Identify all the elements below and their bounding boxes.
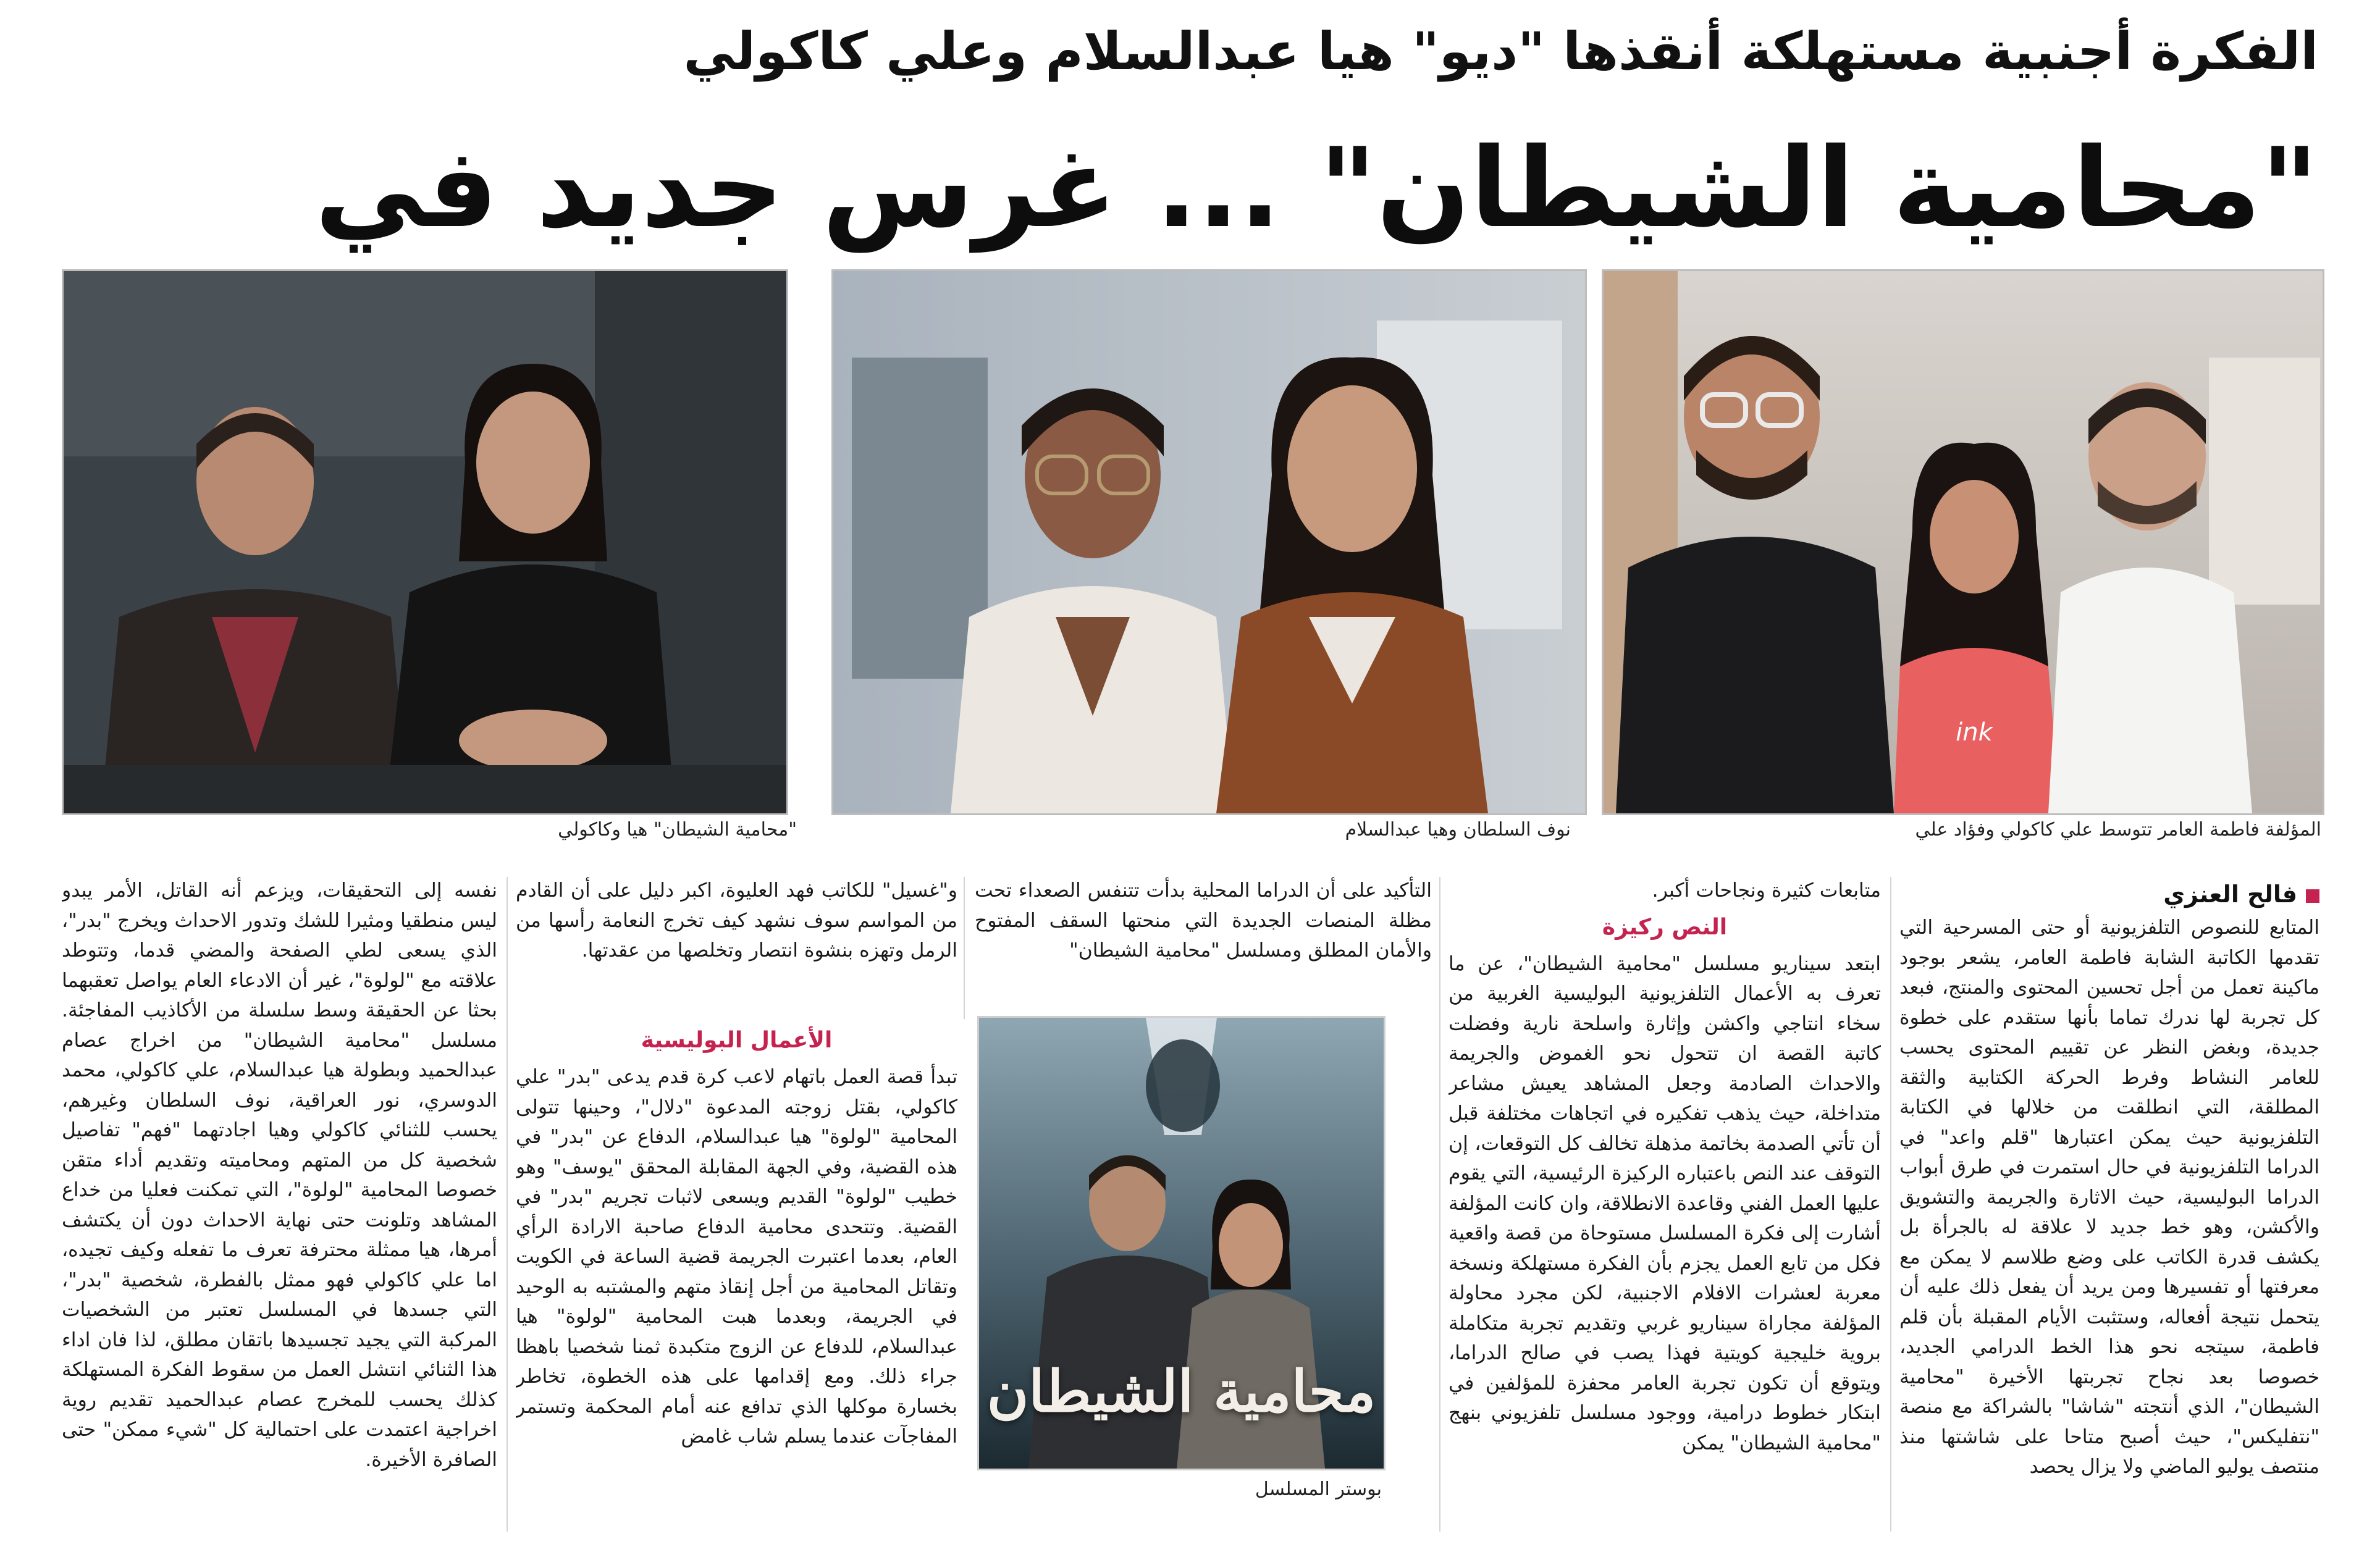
section-title-text-core: النص ركيزة <box>1602 914 1728 940</box>
photo-caption-actresses: نوف السلطان وهيا عبدالسلام <box>1345 819 1571 841</box>
section-title-police-works: الأعمال البوليسية <box>641 1028 833 1053</box>
column-1-text: المتابع للنصوص التلفزيونية أو حتى المسرحية التي تقدمها الكاتبة الشابة فاطمة العامر، يشعر بوجود ماكينة تعمل من أجل تحسين المحتوى والمنتج، فبعد كل تجربة لها ندرك تماما بأنها ستقدم على خطوة جديدة، وبغض النظر عن تقييم المحتوى يحسب للعامر النشاط وفرط الحركة الكتابية والثقة المطلقة، التي انطلقت من خلالها في الكتابة التلفزيونية حيث يمكن اعتبارها "قلم واعد" في الدراما التلفزيونية في حال استمرت في طرق أبواب الدراما البوليسية، حيث الاثارة والجريمة والتشويق والأكشن، وهو خط جديد لا علاقة له بالجرأة بل يكشف قدرة الكاتب على وضع طلاسم لا يمكن مع معرفتها أو تفسيرها ومن يريد أن يفعل ذلك عليه أن يتحمل نتيجة أفعاله، وستثبت الأيام المقبلة بأن قلم فاطمة، سيتجه نحو هذا الخط الدرامي الجديد، خصوصا بعد نجاح تجربتها الأخيرة "محامية الشيطان"، الذي أنتجته "شاشا" بالشراكة مع منصة "نتفليكس"، حيث أصبح متاحا على شاشتها منذ منتصف يوليو الماضي ولا يزال يحصد <box>1899 916 2319 1478</box>
svg-text:ink: ink <box>1956 718 1993 747</box>
byline-marker <box>2306 889 2319 903</box>
photo-caption-lead-actors: "محامية الشيطان" هيا وكاكولي <box>558 819 797 841</box>
photo-lead-actors-image <box>64 271 786 813</box>
column-3-text: التأكيد على أن الدراما المحلية بدأت تتنفس الصعداء تحت مظلة المنصات الجديدة التي منحتها السقف المفتوح والأمان المطلق ومسلسل "محامية الشيطان" <box>975 879 1432 962</box>
article-subheadline: الفكرة أجنبية مستهلكة أنقذها "ديو" هيا عبدالسلام وعلي كاكولي <box>683 21 2318 82</box>
article-column-1 <box>1899 876 2319 1543</box>
column-rule <box>1439 877 1440 1532</box>
poster-caption: بوستر المسلسل <box>1255 1478 1382 1500</box>
article-column-4-top <box>516 876 957 1024</box>
column-rule <box>1890 877 1891 1532</box>
column-4-text: تبدأ قصة العمل باتهام لاعب كرة قدم يدعى "بدر" علي كاكولي، بقتل زوجته المدعوة "دلال"، وحينها تتولى المحامية "لولوة" هيا عبدالسلام، الدفاع عن "بدر" في هذه القضية، وفي الجهة المقابلة المحقق "يوسف" وهو خطيب "لولوة" القديم ويسعى لاثبات تجريم "بدر" في القضية. وتتحدى محامية الدفاع صاحبة الارادة الرأي العام، بعدما اعتبرت الجريمة قضية الساعة في الكويت وتقاتل المحامية من أجل إنقاذ متهم والمشتبه به الوحيد في الجريمة، وبعدما هبت المحامية "لولوة" هيا عبدالسلام، للدفاع عن الزوج متكبدة ثمنا شخصيا باهظا جراء ذلك. ومع إقدامها على هذه الخطوة، تخاطر بخسارة موكلها الذي تدافع عنه أمام المحكمة وتستمر المفاجآت عندما يسلم شاب غامض <box>516 1066 957 1448</box>
article-column-5 <box>62 876 497 1543</box>
photo-caption-author-actors: المؤلفة فاطمة العامر تتوسط علي كاكولي وفؤاد علي <box>1915 819 2321 841</box>
column-rule <box>964 877 965 1019</box>
article-headline: "محامية الشيطان" ... غرس جديد في <box>314 124 2318 252</box>
article-column-2 <box>1449 876 1881 1543</box>
series-poster <box>977 1016 1386 1470</box>
column-2-text: ابتعد سيناريو مسلسل "محامية الشيطان"، عن ما تعرف به الأعمال التلفزيونية البوليسية الغربية من سخاء انتاجي واكشن وإثارة واسلحة نارية وفضلت كاتبة القصة ان تتحول نحو الغموض والجريمة والاحداث الصادمة وجعل المشاهد يعيش مشاعر متداخلة، حيث يذهب تفكيره في اتجاهات مختلفة قبل أن تأتي الصدمة بخاتمة مذهلة تخالف كل التوقعات، إن التوقف عند النص باعتباره الركيزة الرئيسية، التي يقوم عليها العمل الفني وقاعدة الانطلاقة، وان كانت المؤلفة أشارت إلى فكرة المسلسل مستوحاة من قصة واقعية فكل من تابع العمل يجزم بأن الفكرة مستهلكة ونسخة معربة لعشرات الافلام الاجنبية، لكن مجرد محاولة المؤلفة مجاراة سيناريو غربي وتقديم تجربة متكاملة بروية خليجية كويتية فهذا يصب في صالح الدراما، ويتوقع أن تكون تجربة العامر محفزة للمؤلفين في ابتكار خطوط درامية، ووجود مسلسل تلفزيوني بنهج "محامية الشيطان" يمكن <box>1449 952 1881 1454</box>
column-rule <box>507 877 508 1532</box>
article-column-4 <box>516 1019 957 1544</box>
poster-title: محامية الشيطان <box>986 1358 1376 1425</box>
photo-author-actors-image <box>1604 271 2323 813</box>
column-5-text: نفسه إلى التحقيقات، ويزعم أنه القاتل، الأمر يبدو ليس منطقيا ومثيرا للشك وتدور الاحداث ويخرج "بدر"، الذي يسعى لطي الصفحة والمضي قدما، وتتوطد علاقته مع "لولوة"، غير أن الادعاء العام يواصل تعقبهما بحثا عن الحقيقة وسط سلسلة من الأكاذيب المفاجئة. مسلسل "محامية الشيطان" من اخراج عصام عبدالحميد وبطولة هيا عبدالسلام، علي كاكولي، محمد الدوسري، نور العراقية، نوف السلطان وغيرهم، يحسب للثنائي كاكولي وهيا اجادتهما "فهم" تفاصيل شخصية كل من المتهم ومحاميته وتقديم أداء متقن خصوصا المحامية "لولوة"، التي تمكنت فعليا من خداع المشاهد وتلونت حتى نهاية الاحداث دون أن يكتشف أمرها، هيا ممثلة محترفة تعرف ما تفعله وكيف تجيده، اما علي كاكولي فهو ممثل بالفطرة، شخصية "بدر"، التي جسدها في المسلسل تعتبر من الشخصيات المركبة التي يجيد تجسيدها باتقان مطلق، لذا فان اداء هذا الثنائي انتشل العمل من سقوط الفكرة المستهلكة كذلك يحسب للمخرج عصام عبدالحميد تقديم روية اخراجية اعتمدت على احتمالية كل "شيء ممكن" حتى الصافرة الأخيرة. <box>62 879 497 1471</box>
photo-actresses-image <box>833 271 1585 813</box>
photo-actresses <box>831 269 1587 815</box>
column-2-intro: متابعات كثيرة ونجاحات أكبر. <box>1652 879 1881 902</box>
byline <box>1899 876 2319 913</box>
photo-author-actors <box>1602 269 2324 815</box>
article-column-3-top <box>975 876 1432 1024</box>
photo-lead-actors <box>62 269 788 815</box>
byline-author: فالح العنزي <box>2163 881 2297 908</box>
column-4-top-text: و"غسيل" للكاتب فهد العليوة، اكبر دليل على أن القادم من المواسم سوف نشهد كيف تخرج النعامة رأسها من الرمل وتهزه بنشوة انتصار وتخلصها من عقدتها. <box>516 879 957 962</box>
